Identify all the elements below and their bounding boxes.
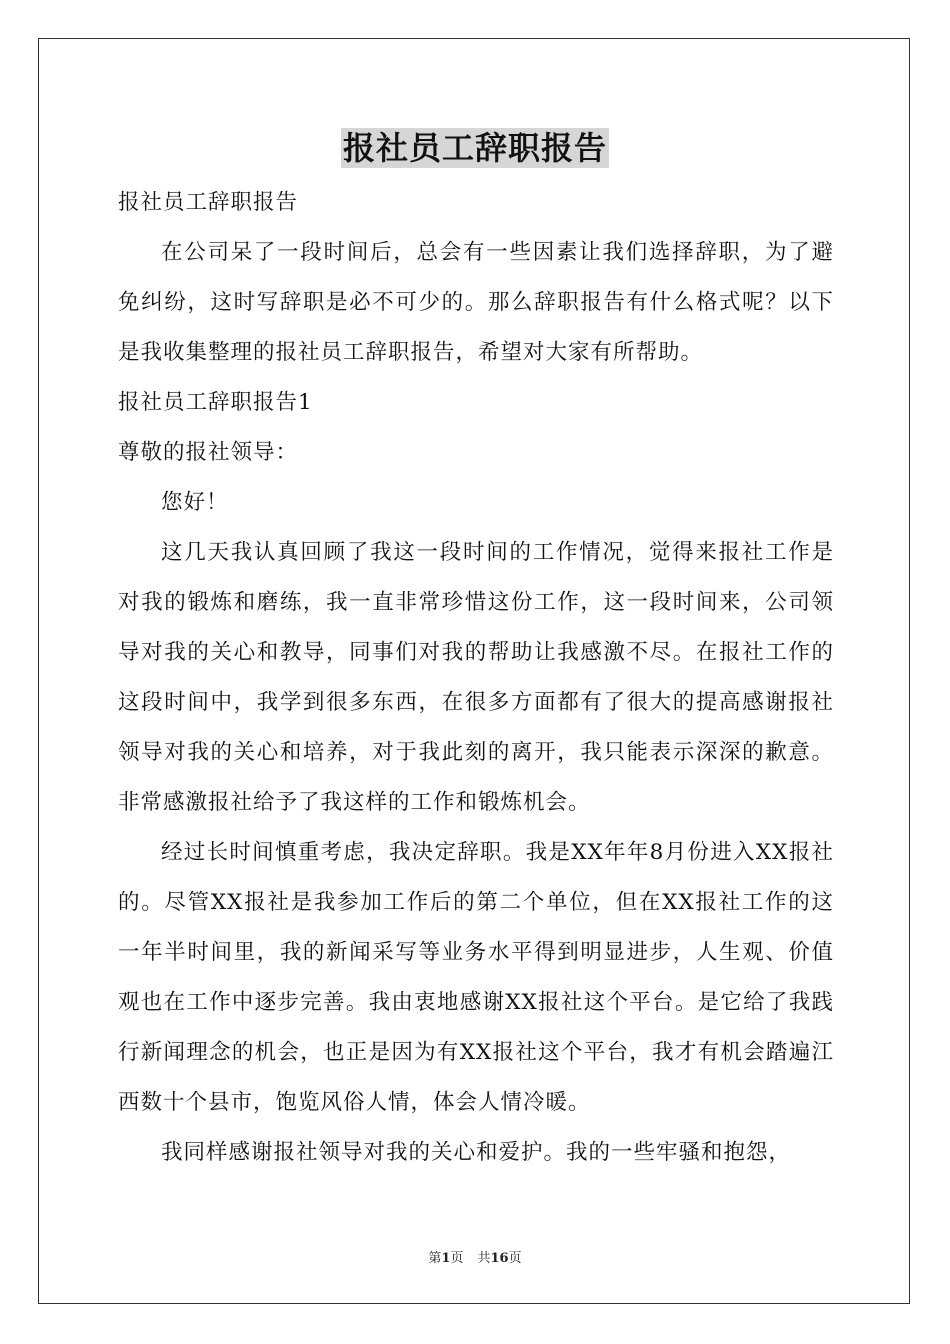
paragraph: 这几天我认真回顾了我这一段时间的工作情况，觉得来报社工作是对我的锻炼和磨练，我一直非常珍惜这份工作，这一段时间来，公司领导对我的关心和教导，同事们对我的帮助让我感激不尽。在报社工作的这段时间中，我学到很多东西，在很多方面都有了很大的提高感谢报社领导对我的关心和培养，对于我此刻的离开，我只能表示深深的歉意。非常感激报社给予了我这样的工作和锻炼机会。 (118, 540, 834, 815)
title-container (0, 128, 950, 168)
paragraph: 报社员工辞职报告1 (118, 390, 313, 415)
document-body (118, 178, 834, 1178)
paragraph: 在公司呆了一段时间后，总会有一些因素让我们选择辞职，为了避免纠纷，这时写辞职是必不可少的。那么辞职报告有什么格式呢？以下是我收集整理的报社员工辞职报告，希望对大家有所帮助。 (118, 240, 834, 365)
page-prefix: 第 (428, 1251, 442, 1266)
document-title: 报社员工辞职报告 (342, 129, 607, 167)
paragraph: 尊敬的报社领导： (118, 440, 299, 465)
page-suffix: 页 (450, 1251, 464, 1266)
total-pages: 16 (490, 1251, 509, 1266)
total-prefix: 共 (477, 1251, 491, 1266)
page-number: 1 (441, 1251, 451, 1266)
total-suffix: 页 (508, 1251, 522, 1266)
paragraph: 我同样感谢报社领导对我的关心和爱护。我的一些牢骚和抱怨， (161, 1140, 792, 1165)
paragraph: 经过长时间慎重考虑，我决定辞职。我是XX年年8月份进入XX报社的。尽管XX报社是我参加工作后的第二个单位，但在XX报社工作的这一年半时间里，我的新闻采写等业务水平得到明显进步，人生观、价值观也在工作中逐步完善。我由衷地感谢XX报社这个平台。是它给了我践行新闻理念的机会，也正是因为有XX报社这个平台，我才有机会踏遍江西数十个县市，饱览风俗人情，体会人情冷暖。 (118, 840, 834, 1115)
paragraph: 报社员工辞职报告 (118, 190, 299, 215)
page-footer (0, 1250, 950, 1268)
paragraph: 您好！ (161, 490, 229, 515)
